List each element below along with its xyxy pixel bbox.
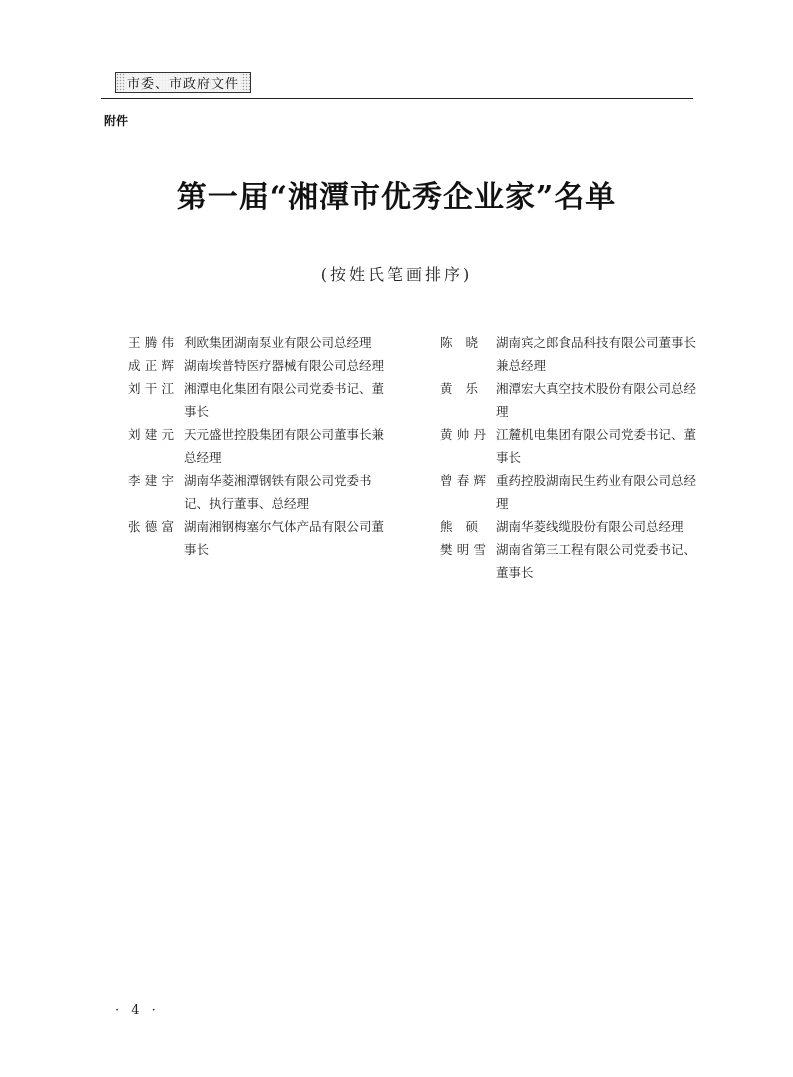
person-position: 利欧集团湖南泵业有限公司总经理 xyxy=(184,335,372,350)
name-list-left-column xyxy=(128,331,393,561)
person-position: 湖南华菱线缆股份有限公司总经理 xyxy=(496,519,684,534)
document-subtitle: (按姓氏笔画排序) xyxy=(320,265,473,284)
document-category-badge xyxy=(115,72,251,93)
person-position: 天元盛世控股集团有限公司董事长兼总经理 xyxy=(184,427,385,465)
person-position: 湖南华菱湘潭钢铁有限公司党委书记、执行董事、总经理 xyxy=(184,473,372,511)
person-name: 黄帅丹 xyxy=(440,427,486,442)
list-item xyxy=(440,423,700,469)
person-name: 刘干江 xyxy=(128,381,174,396)
list-item xyxy=(128,377,393,423)
document-title: 第一届“湘潭市优秀企业家”名单 xyxy=(176,180,617,215)
person-position: 重药控股湖南民生药业有限公司总经理 xyxy=(496,473,697,511)
person-position: 湖南省第三工程有限公司党委书记、董事长 xyxy=(496,542,697,580)
person-name: 黄 乐 xyxy=(440,381,478,396)
person-name: 成正辉 xyxy=(128,358,174,373)
person-position: 湖南湘钢梅塞尔气体产品有限公司董事长 xyxy=(184,519,385,557)
list-item xyxy=(128,515,393,561)
person-name: 李建宇 xyxy=(128,473,174,488)
person-position: 湘潭电化集团有限公司党委书记、董事长 xyxy=(184,381,385,419)
name-list-right-column xyxy=(440,331,700,584)
person-name: 曾春辉 xyxy=(440,473,486,488)
list-item xyxy=(128,423,393,469)
list-item xyxy=(128,331,393,354)
list-item xyxy=(128,469,393,515)
list-item xyxy=(128,354,393,377)
list-item xyxy=(440,538,700,584)
person-position: 湘潭宏大真空技术股份有限公司总经理 xyxy=(496,381,697,419)
header-divider xyxy=(101,98,693,99)
page-number: · 4 · xyxy=(115,1003,160,1018)
person-name: 张德富 xyxy=(128,519,174,534)
person-name: 樊明雪 xyxy=(440,542,486,557)
list-item xyxy=(440,377,700,423)
person-name: 熊 硕 xyxy=(440,519,478,534)
person-position: 湖南宾之郎食品科技有限公司董事长兼总经理 xyxy=(496,335,697,373)
person-position: 湖南埃普特医疗器械有限公司总经理 xyxy=(184,358,385,373)
person-name: 陈 晓 xyxy=(440,335,478,350)
attachment-label: 附件 xyxy=(104,114,129,128)
person-position: 江麓机电集团有限公司党委书记、董事长 xyxy=(496,427,697,465)
list-item xyxy=(440,469,700,515)
list-item xyxy=(440,331,700,377)
document-category-label: 市委、市政府文件 xyxy=(125,73,241,92)
person-name: 王腾伟 xyxy=(128,335,174,350)
list-item xyxy=(440,515,700,538)
person-name: 刘建元 xyxy=(128,427,174,442)
